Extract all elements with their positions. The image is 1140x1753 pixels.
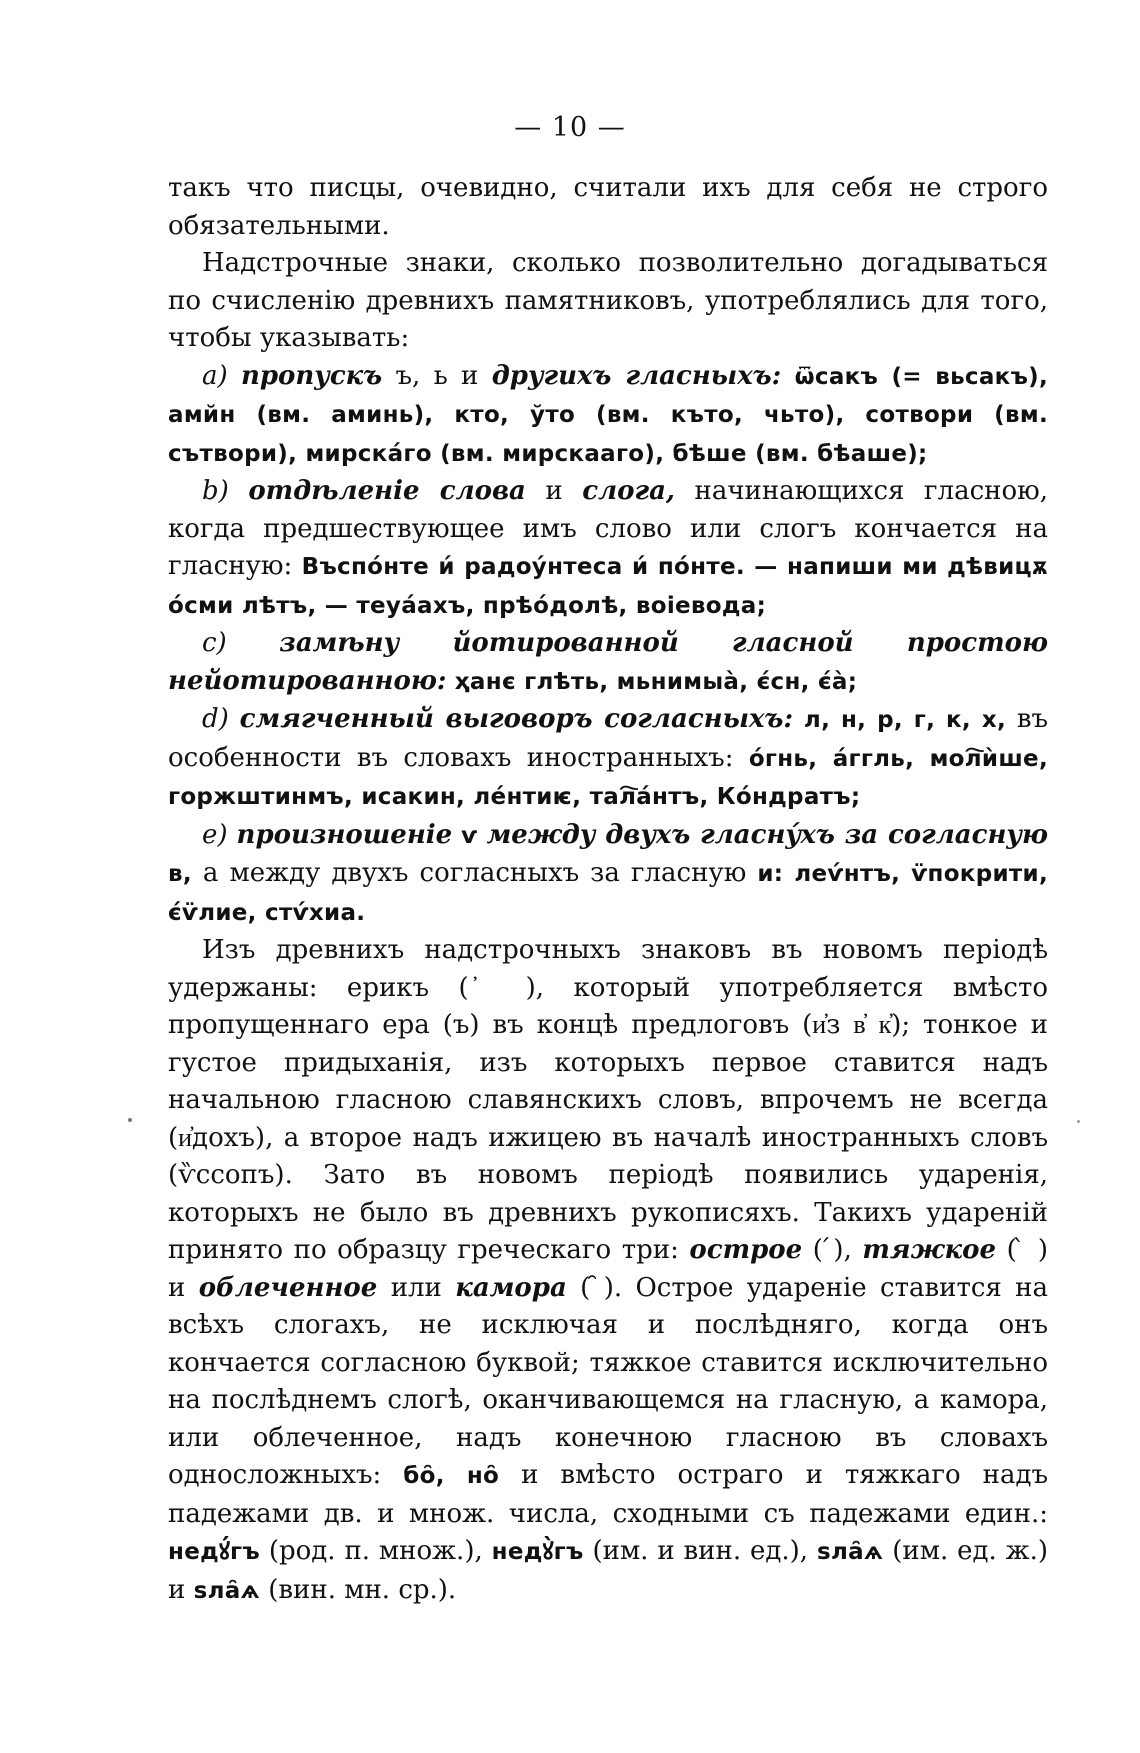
- list-item-d: [168, 701, 1048, 817]
- list-item-b: [168, 473, 1048, 625]
- item-term: произношеніе: [236, 819, 453, 850]
- page-content: [168, 170, 1048, 1610]
- item-text: ъ, ь и: [382, 360, 492, 391]
- paragraph-text: Изъ древнихъ надстрочныхъ знаковъ въ новомъ періодѣ удержаны: ерикъ ( ҆ ), который употребляется вмѣсто пропущеннаго ера (ъ) въ концѣ предлоговъ (и҆з в҆ к҆); тонкое и густое придыханія, изъ которыхъ первое ставится надъ начальною гласною славянскихъ словъ, впрочемъ не всегда (и҆дохъ), а второе надъ ижицею въ началѣ иностранныхъ словъ (ѷссопъ). Зато въ новомъ періодѣ появились ударенія, которыхъ не было въ древнихъ рукописяхъ. Такихъ удареній принято по образцу греческаго три:: [168, 935, 1048, 1265]
- church-slavonic-letter: в,: [168, 861, 192, 887]
- church-slavonic-examples: и: леѵ́нтъ, ѵ̈покрити, є́ѵ̈лие, стѵ́хиа.: [168, 861, 1048, 926]
- paragraph-text: (им. и вин. ед.),: [583, 1536, 817, 1566]
- item-marker: e): [202, 819, 228, 850]
- list-item-a: [168, 358, 1048, 474]
- paragraph-text: (вин. мн. ср.).: [260, 1574, 457, 1605]
- item-marker: a): [202, 360, 228, 391]
- paragraph-text: ( ́),: [802, 1235, 863, 1265]
- margin-speck: [1077, 1120, 1080, 1123]
- list-item-e: [168, 817, 1048, 933]
- accent-term: тяжкое: [862, 1235, 997, 1265]
- church-slavonic-examples: бо̑, но̑: [403, 1463, 500, 1489]
- item-term: смягченный выговоръ согласныхъ:: [239, 704, 794, 734]
- item-term: замѣну йотированной гласной простою нейотированною:: [168, 628, 1048, 696]
- church-slavonic-examples: ѕла̑ѧ: [816, 1539, 884, 1565]
- item-term: пропускъ: [240, 360, 383, 391]
- list-item-c: [168, 625, 1048, 701]
- accent-term: облеченное: [198, 1272, 378, 1303]
- item-term: между двухъ гласнýхъ за согласную: [486, 819, 1048, 850]
- paragraph-continuation: такъ что писцы, очевидно, считали ихъ для себя не строго обязательными.: [168, 173, 1048, 241]
- church-slavonic-letters: л, н, р, г, к, х,: [793, 707, 1006, 733]
- item-term: отдѣленіе слова: [248, 476, 526, 506]
- margin-speck: [128, 1118, 132, 1122]
- accent-term: острое: [689, 1235, 803, 1265]
- church-slavonic-examples: недꙋ̀гъ: [491, 1539, 584, 1565]
- church-slavonic-examples: ѿсакъ (= вьсакъ), амйн (вм. аминь), кто, ўто (вм. къто, чьто), сотвори (вм. сътвори), мирскáго (вм. мирскааго), бѣше (вм. бѣаше);: [168, 363, 1049, 467]
- paragraph-text: ( ̑). Острое удареніе ставится на всѣхъ слогахъ, не исключая и послѣдняго, когда онъ кончается согласною буквой; тяжкое ставится исключительно на послѣднемъ слогѣ, оканчивающемся на гласную, а камора, или облеченное, надъ конечною гласною въ словахъ односложныхъ:: [168, 1272, 1048, 1490]
- page-number: — 10 —: [514, 112, 626, 143]
- item-marker: c): [202, 628, 227, 658]
- church-slavonic-examples: ҳанє глѣть, мьнимыа̀, є́сн, є́а̀;: [446, 668, 858, 695]
- paragraph-text: (им. ед. ж.) и: [168, 1536, 1048, 1605]
- item-text: начинающихся гласною, когда предшествующее имъ слово или слогъ кончается на гласную:: [168, 476, 1049, 581]
- paragraph-text: ( ̀ ) и: [168, 1235, 1048, 1303]
- paragraph-text: (род. п. множ.),: [259, 1536, 492, 1566]
- item-marker: d): [202, 704, 229, 734]
- item-term: слога,: [582, 476, 675, 506]
- church-slavonic-examples: ѕла̑ѧ: [193, 1577, 260, 1604]
- paragraph-text: или: [377, 1272, 456, 1303]
- item-marker: b): [202, 476, 229, 506]
- paragraph-text: и вмѣсто остраго и тяжкаго надъ падежами дв. и множ. числа, сходными съ падежами един.:: [168, 1460, 1048, 1529]
- church-slavonic-examples: Въспóнте и́ радоу́нтеса и́ пóнте. — напиши ми дѣвицѫ óсми лѣтъ, — теуáахъ, прѣóдолѣ, воіевода;: [168, 554, 1048, 619]
- church-slavonic-examples: недꙋ́гъ: [168, 1539, 260, 1565]
- church-slavonic-examples: о́гнь, а́ггль, мол҇ѝше, горжштинмъ, исакин, ле́нтиѥ, тал҇áнтъ, Кóндратъ;: [168, 745, 1048, 810]
- church-slavonic-letter: ѵ: [452, 822, 487, 849]
- accent-term: камора: [455, 1272, 567, 1303]
- item-text: а между двухъ согласныхъ за гласную: [191, 858, 758, 888]
- item-text: въ особенности въ словахъ иностранныхъ:: [168, 704, 1049, 773]
- paragraph-intro: Надстрочные знаки, сколько позволительно догадываться по счисленію древнихъ памятниковъ, употреблялись для того, чтобы указывать:: [168, 248, 1048, 353]
- item-term: другихъ гласныхъ:: [491, 360, 782, 391]
- paragraph-superscript-signs: [168, 932, 1048, 1610]
- item-text: и: [525, 476, 583, 506]
